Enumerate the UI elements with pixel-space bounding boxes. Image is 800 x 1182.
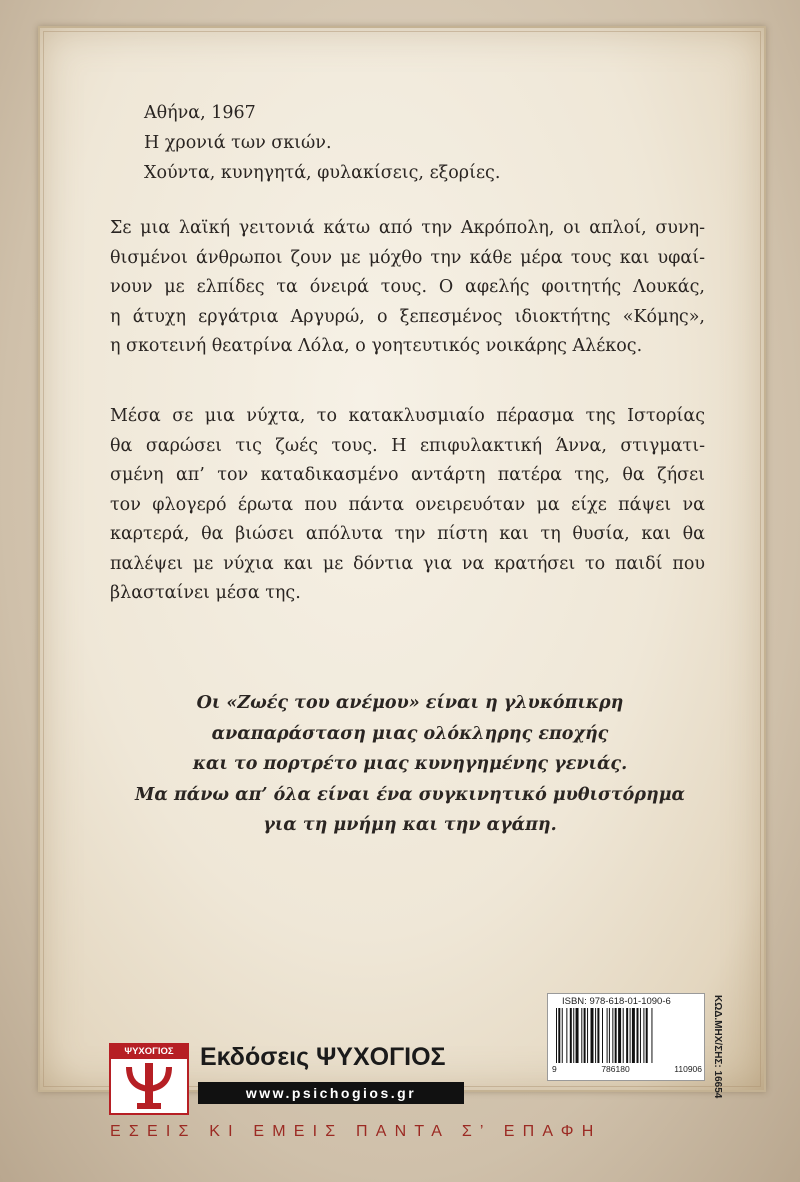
blurb-paragraph-1 <box>110 214 705 362</box>
barcode-digits-group-1: 786180 <box>601 1064 630 1074</box>
paragraph-line: η άτυχη εργάτρια Αργυρώ, ο ξεπεσμένος ιδιοκτήτης «Κόμης», <box>110 306 705 327</box>
paragraph-line: τον φλογερό έρωτα που πάντα ονειρευόταν μα είχε πάψει να <box>110 494 705 515</box>
isbn-barcode <box>547 993 705 1081</box>
psi-logo-icon <box>125 1061 173 1111</box>
paragraph-line: η σκοτεινή θεατρίνα Λόλα, ο γοητευτικός νοικάρης Αλέκος. <box>110 336 643 356</box>
quote-line: για τη μνήμη και την αγάπη. <box>263 815 557 835</box>
publisher-website-link[interactable]: www.psichogios.gr <box>198 1082 464 1104</box>
publisher-slogan: ΕΣΕΙΣ ΚΙ ΕΜΕΙΣ ΠΑΝΤΑ Σ’ ΕΠΑΦΗ <box>110 1123 602 1140</box>
blurb-paragraph-2 <box>110 402 705 609</box>
intro-line-year-of-shadows: Η χρονιά των σκιών. <box>144 133 332 153</box>
barcode-icon <box>554 1008 698 1063</box>
publisher-name: Εκδόσεις ΨΥΧΟΓΙΟΣ <box>200 1043 446 1071</box>
paragraph-line: σμένη απ’ τον καταδικασμένο αντάρτη πατέρα της, θα ζήσει <box>110 465 705 485</box>
quote-line: αναπαράσταση μιας ολόκληρης εποχής <box>211 723 609 744</box>
barcode-digits <box>552 1064 702 1074</box>
paragraph-line: νουν με ελπίδες τα όνειρά τους. Ο αφελής φοιτητής Λουκάς, <box>110 277 705 297</box>
product-code: ΚΩΔ.ΜΗΧ/ΣΗΣ: 16654 <box>712 995 723 1099</box>
paragraph-line: Μέσα σε μια νύχτα, το κατακλυσμιαίο πέρασμα της Ιστορίας <box>110 406 705 426</box>
logo-text: ΨΥΧΟΓΙΟΣ <box>111 1045 187 1059</box>
barcode-digits-group-2: 110906 <box>674 1064 702 1074</box>
intro-line-place-year: Αθήνα, 1967 <box>144 103 256 123</box>
intro-block <box>144 98 500 188</box>
paragraph-line: θα σαρώσει τις ζωές τους. Η επιφυλακτική Άννα, στιγματι- <box>110 435 705 456</box>
barcode-digit-first: 9 <box>552 1064 557 1074</box>
paragraph-line: καρτερά, θα βιώσει απόλυτα την πίστη και τη θυσία, και θα <box>110 524 705 544</box>
quote-line: Οι «Ζωές του ανέμου» είναι η γλυκόπικρη <box>196 693 624 713</box>
highlight-quote <box>110 688 710 841</box>
quote-line: Μα πάνω απ’ όλα είναι ένα συγκινητικό μυθιστόρημα <box>135 784 685 805</box>
paragraph-line: βλασταίνει μέσα της. <box>110 583 301 603</box>
paragraph-line: θισμένοι άνθρωποι ζουν με μόχθο την κάθε μέρα τους και υφαί- <box>110 247 705 268</box>
intro-line-junta: Χούντα, κυνηγητά, φυλακίσεις, εξορίες. <box>144 163 501 183</box>
paragraph-line: παλέψει με νύχια και με δόντια για να κρατήσει το παιδί που <box>110 553 705 574</box>
product-code-vertical <box>712 995 724 1099</box>
paragraph-line: Σε μια λαϊκή γειτονιά κάτω από την Ακρόπολη, οι απλοί, συνη- <box>110 218 705 238</box>
quote-line: και το πορτρέτο μιας κυνηγημένης γενιάς. <box>192 754 628 774</box>
isbn-number: ISBN: 978-618-01-1090-6 <box>562 996 671 1007</box>
publisher-logo <box>109 1043 189 1115</box>
